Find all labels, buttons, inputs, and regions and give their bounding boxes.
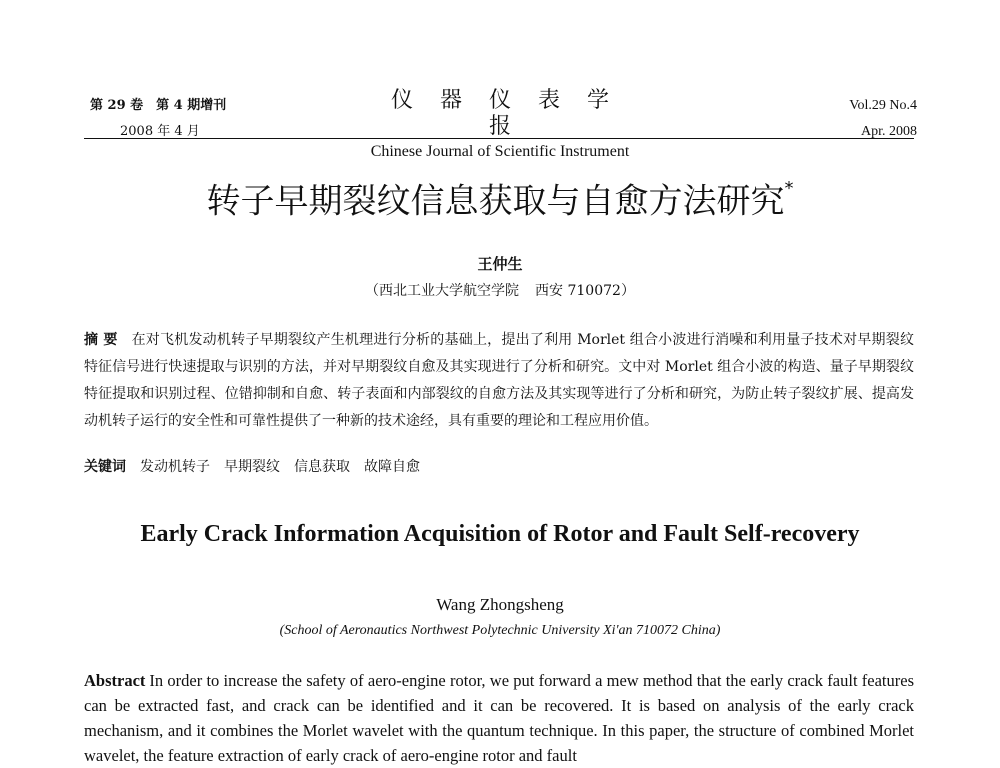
abstract-en-label: Abstract <box>84 671 146 690</box>
keywords-cn-label: 关键词 <box>84 459 126 475</box>
author-cn: 王仲生 <box>477 255 523 273</box>
paper-title-cn <box>0 172 1000 224</box>
affiliation-cn <box>0 281 1000 301</box>
keyword: 早期裂纹 <box>224 459 280 475</box>
keyword: 发动机转子 <box>140 459 210 475</box>
header-rule <box>84 138 914 139</box>
volume-issue-cn: 第 29 卷 第 4 期增刊 <box>90 98 227 113</box>
abstract-cn-label: 摘 要 <box>84 332 118 348</box>
author-en: Wang Zhongsheng <box>436 595 564 614</box>
affiliation-en: (School of Aeronautics Northwest Polytechnic University Xi'an 710072 China) <box>279 623 721 638</box>
abstract-en-text: In order to increase the safety of aero-engine rotor, we put forward a mew method that the early crack fault features can be extracted fast, and crack can be identified and it can be recovered. It is based on analysis of the early crack mechanism, and it combines the Morlet wavelet with the quantum technique. In this paper, the structure of combined Morlet wavelet, the feature extraction of early crack of aero-engine rotor and fault <box>84 671 914 765</box>
abstract-cn-text: 在对飞机发动机转子早期裂纹产生机理进行分析的基础上，提出了利用 Morlet 组合小波进行消噪和利用量子技术对早期裂纹特征信号进行快速提取与识别的方法，并对早期裂纹自愈及其实现进行了分析和研究。文中对 Morlet 组合小波的构造、量子早期裂纹特征提取和识别过程、位错抑制和自愈、转子表面和内部裂纹的自愈方法及其实现等进行了分析和研究，为防止转子裂纹扩展、提高发动机转子运行的安全性和可靠性提供了一种新的技术途经，具有重要的理论和工程应用价值。 <box>84 332 915 429</box>
date-en: Apr. 2008 <box>861 124 917 139</box>
affiliation-cn-text: （西北工业大学航空学院 <box>365 283 520 299</box>
keywords-cn <box>84 456 914 478</box>
paper-title-en: Early Crack Information Acquisition of Rotor and Fault Self-recovery <box>140 521 860 547</box>
title-footnote-mark: * <box>784 178 794 199</box>
journal-title-cn: 仪器仪表学报 <box>390 88 636 139</box>
affiliation-cn-city: 西安 710072） <box>535 283 635 299</box>
keyword: 故障自愈 <box>364 459 420 475</box>
journal-title-en: Chinese Journal of Scientific Instrument <box>370 143 630 160</box>
abstract-en <box>84 668 914 768</box>
abstract-cn <box>84 327 914 435</box>
keyword: 信息获取 <box>294 459 350 475</box>
journal-title-block <box>340 88 660 164</box>
paper-title-cn-text: 转子早期裂纹信息获取与自愈方法研究 <box>206 181 785 222</box>
volume-en: Vol.29 No.4 <box>849 98 917 113</box>
date-cn: 2008 年 4 月 <box>120 124 200 139</box>
